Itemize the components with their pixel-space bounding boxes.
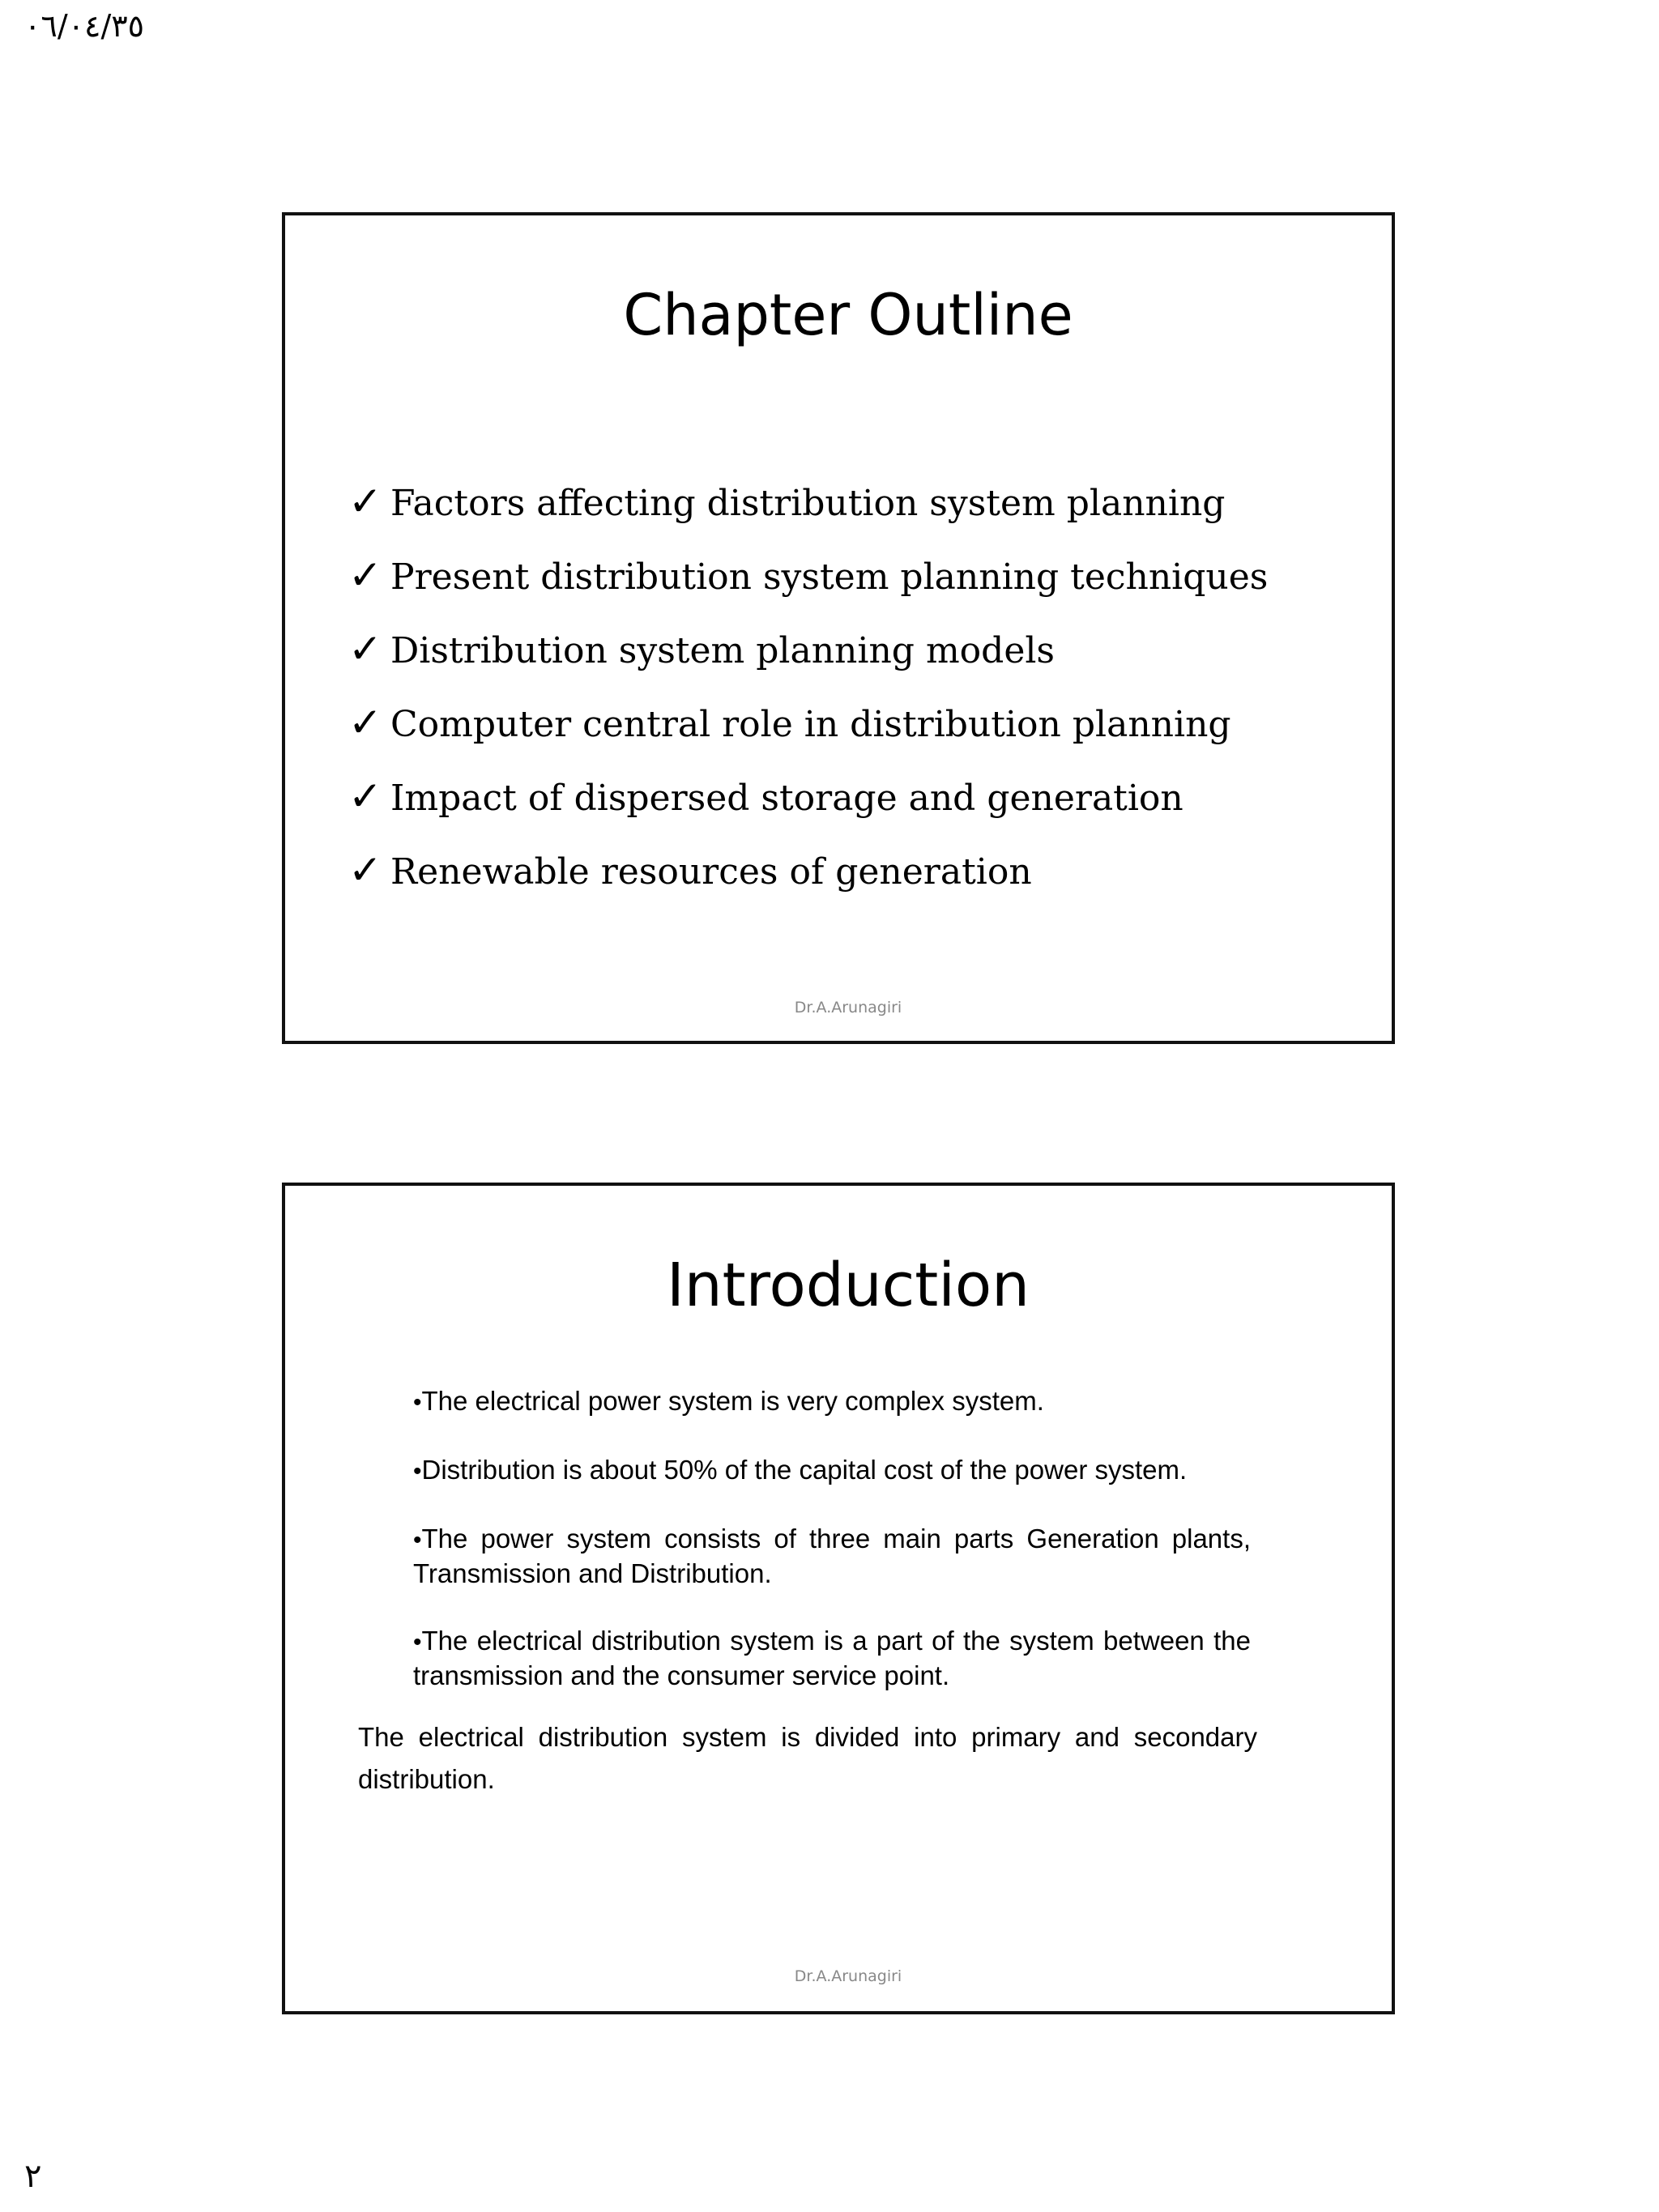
- list-item-text: The electrical power system is very complex system.: [421, 1386, 1044, 1416]
- outline-list: [348, 478, 1269, 923]
- page-header-date: ٠٦/٠٤/٣٥: [24, 8, 145, 44]
- intro-bullet-list: [413, 1384, 1379, 1726]
- check-icon: ✓: [348, 552, 382, 599]
- bullet-dot-icon: •: [413, 1389, 422, 1416]
- list-item-text: Present distribution system planning techniques: [390, 556, 1269, 598]
- check-icon: ✓: [348, 846, 382, 893]
- bullet-dot-icon: •: [413, 1527, 422, 1554]
- slide-footer: Dr.A.Arunagiri: [794, 999, 902, 1016]
- list-item-text: Distribution is about 50% of the capital cost of the power system.: [421, 1455, 1188, 1485]
- bullet-dot-icon: •: [413, 1458, 422, 1485]
- check-icon: ✓: [348, 625, 382, 672]
- bullet-dot-icon: •: [413, 1629, 422, 1656]
- slide-chapter-outline: [282, 212, 1395, 1044]
- check-icon: ✓: [348, 699, 382, 746]
- list-item-text: The power system consists of three main parts Generation plants, Transmission and Distribution.: [413, 1524, 1251, 1588]
- list-item: [413, 1522, 1251, 1590]
- list-item: [348, 625, 1268, 702]
- slide-footer: Dr.A.Arunagiri: [794, 1967, 902, 1985]
- list-item: [348, 478, 1268, 555]
- list-item-text: Impact of dispersed storage and generation: [390, 778, 1183, 819]
- list-item-text: Renewable resources of generation: [390, 851, 1032, 893]
- page-number: ٢: [24, 2158, 42, 2195]
- slide-title: Chapter Outline: [623, 282, 1073, 348]
- check-icon: ✓: [348, 773, 382, 820]
- slide-introduction: [282, 1183, 1395, 2014]
- slide-title: Introduction: [666, 1251, 1030, 1320]
- list-item-text: Computer central role in distribution planning: [390, 704, 1231, 745]
- list-item: [348, 773, 1268, 850]
- list-item-text: The electrical distribution system is a part of the system between the transmission and the consumer service point.: [413, 1626, 1251, 1690]
- list-item: [348, 846, 1268, 923]
- check-icon: ✓: [348, 478, 382, 525]
- list-item: [413, 1384, 1251, 1419]
- list-item-text: Distribution system planning models: [390, 630, 1056, 671]
- list-item: [413, 1624, 1251, 1692]
- list-item: [348, 552, 1269, 629]
- intro-paragraph: The electrical distribution system is divided into primary and secondary distribution.: [358, 1722, 1257, 1794]
- list-item: [413, 1453, 1251, 1488]
- list-item: [348, 699, 1268, 776]
- list-item-text: Factors affecting distribution system planning: [390, 483, 1226, 524]
